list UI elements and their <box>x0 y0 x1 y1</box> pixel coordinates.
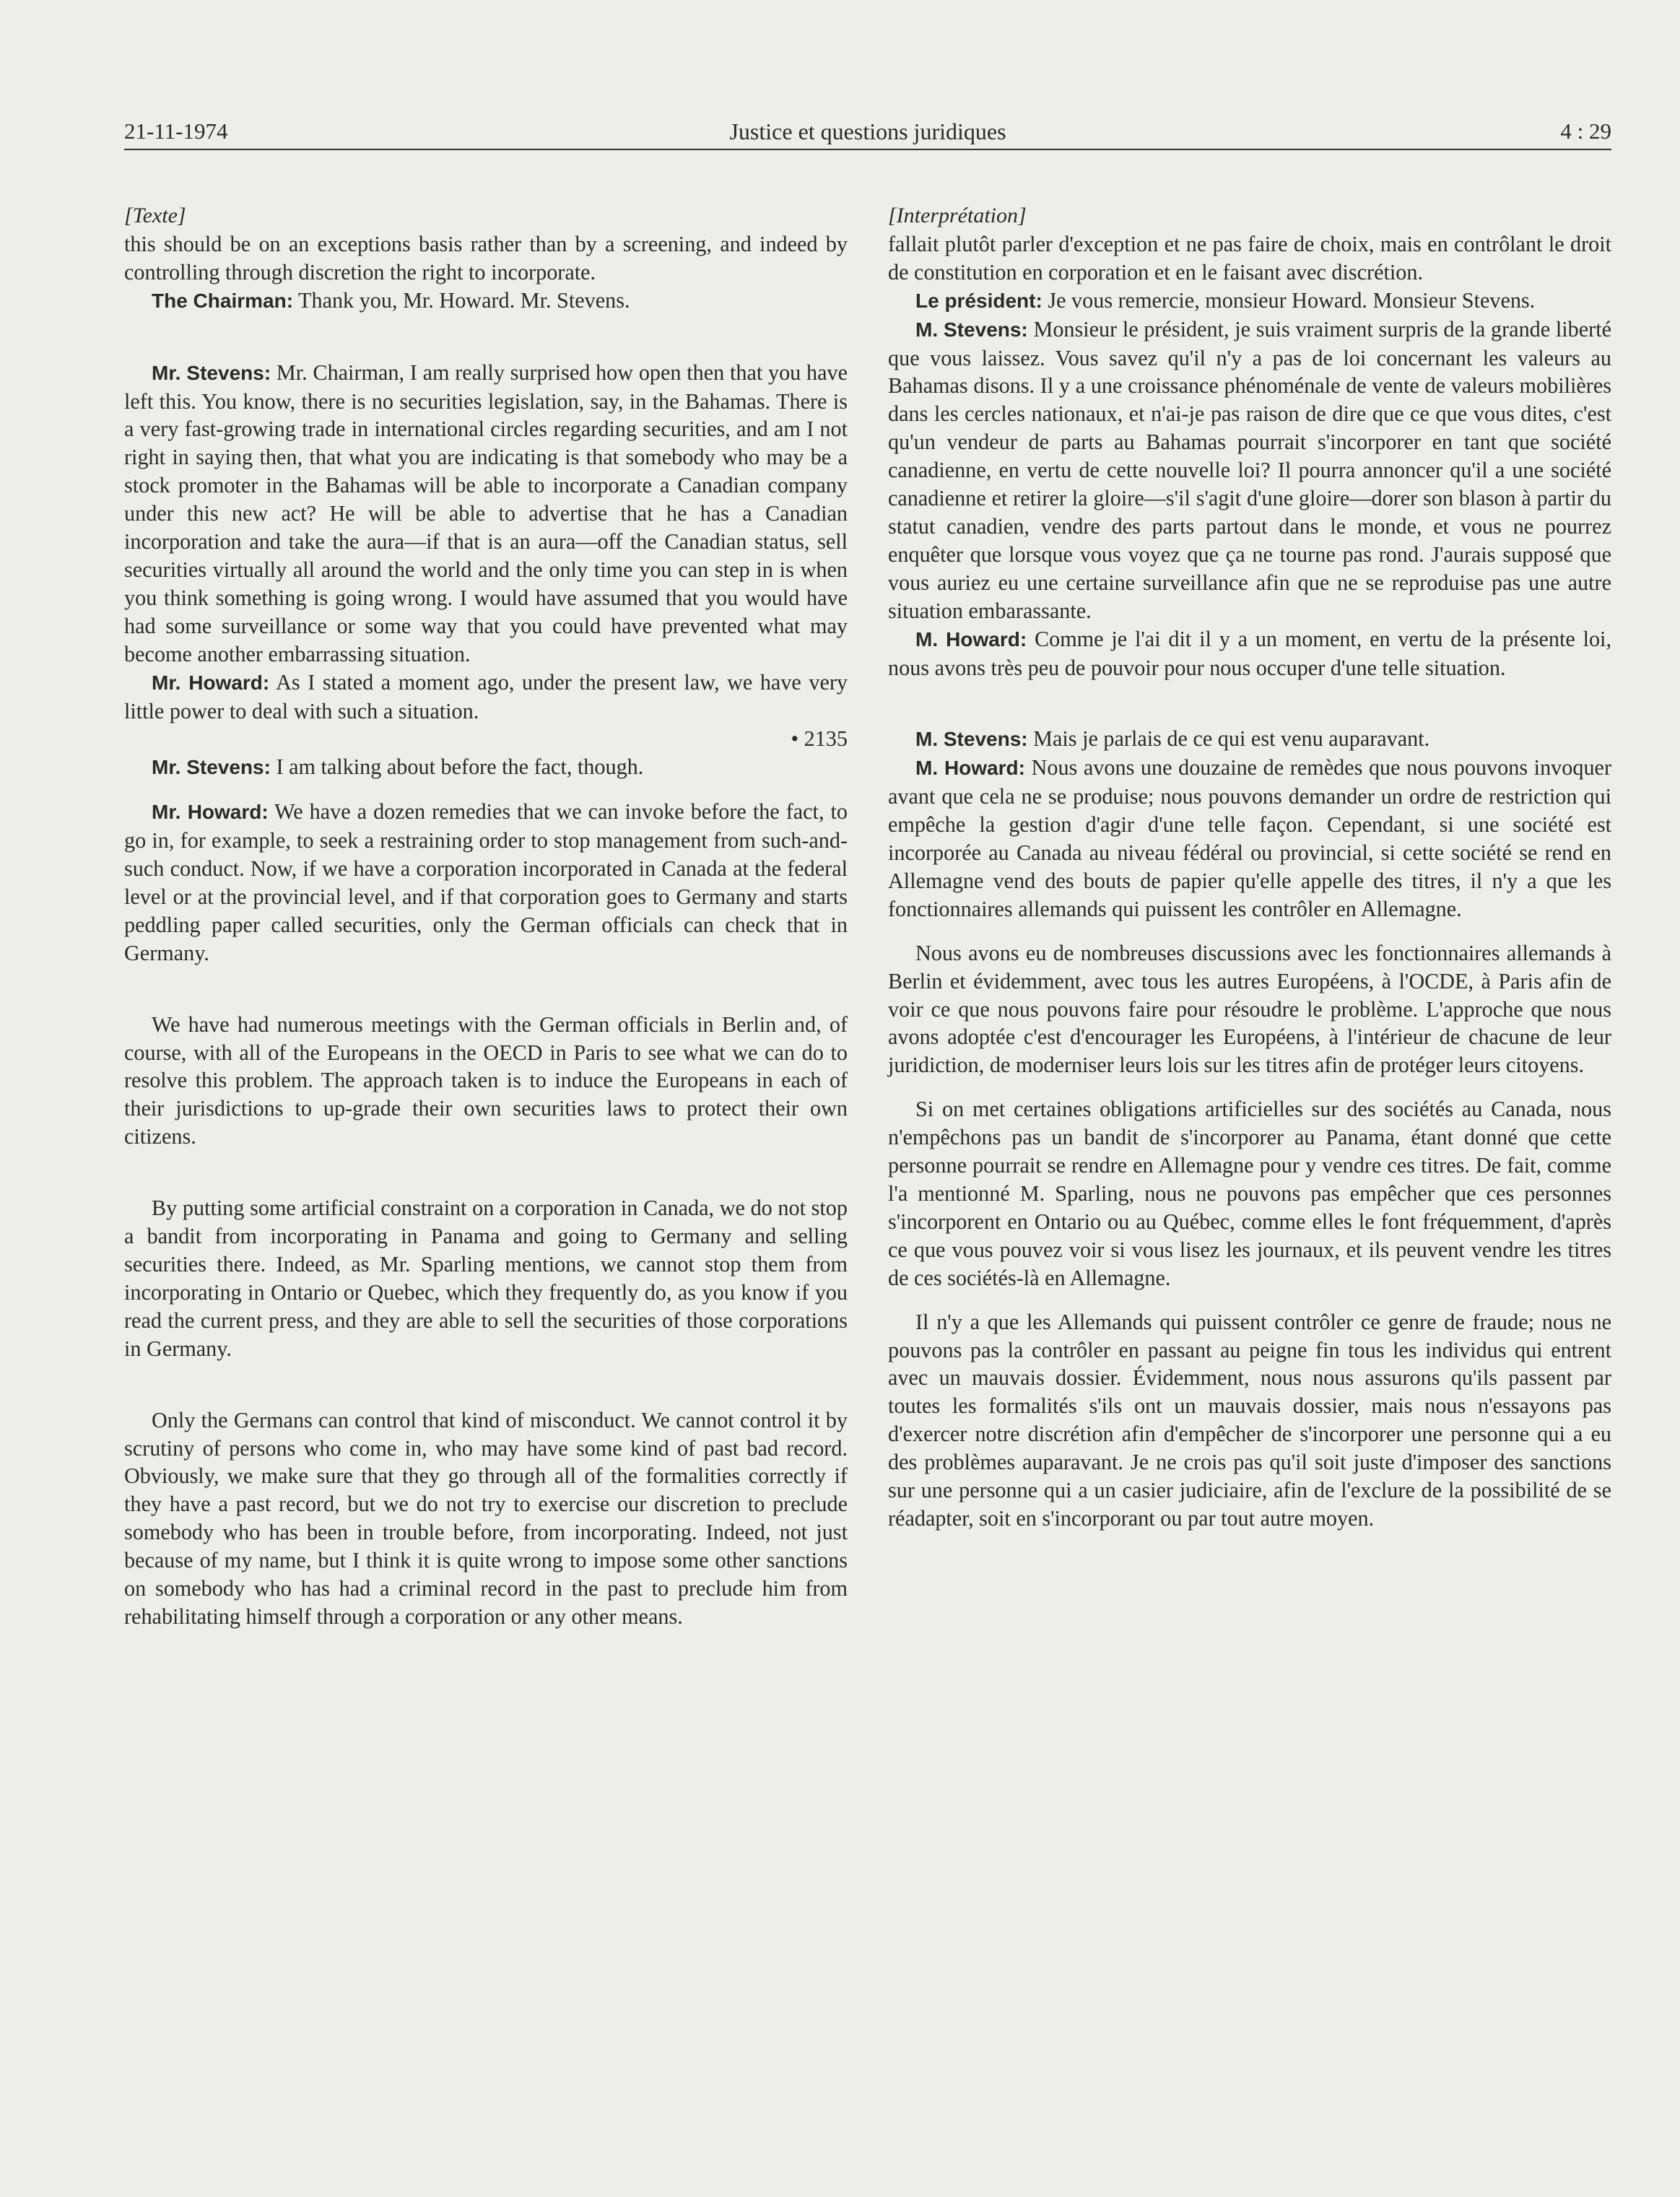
speaker-name: M. Howard: <box>915 627 1027 651</box>
paragraph: Il n'y a que les Allemands qui puissent contrôler ce genre de fraude; nous ne pouvons pas la contrôler en passant au peigne fin tous les individus qui entrent avec un mauvais dossier. Évidemment, nous nous assurons qu'ils passent par toutes les formalités s'ils ont un mauvais dossier, mais nous n'essayons pas d'exercer notre discrétion afin d'empêcher de s'incorporer une personne qui a eu des problèmes auparavant. Je ne crois pas qu'il soit juste d'imposer des sanctions sur une personne qui a un casier judiciaire, afin de l'exclure de la possibilité de se réadapter, soit en s'incorporant ou par tout autre moyen. <box>888 1309 1611 1531</box>
paragraph <box>124 753 848 782</box>
header-title: Justice et questions juridiques <box>729 118 1006 144</box>
speaker-name: Mr. Howard: <box>152 671 270 694</box>
paragraph-text: I am talking about before the fact, though. <box>270 754 644 780</box>
header-date: 21-11-1974 <box>124 118 228 144</box>
paragraph-text: Mr. Chairman, I am really surprised how open then that you have left this. You know, there is no securities legislation, say, in the Bahamas. There is a very fast-growing trade in international circles regarding securities, and am I not right in saying then, that what you are indicating is that somebody who may be a stock promoter in the Bahamas will be able to incorporate a Canadian company under this new act? He will be able to advertise that he has a Canadian incorporation and take the aura—if that is an aura—off the Canadian status, sell securities virtually all around the world and the only time you can step in is when you think something is going wrong. I would have assumed that you would have had some surveillance or some way that you could have prevented what may become another embarrassing situation. <box>124 360 848 666</box>
speaker-name: The Chairman: <box>152 289 294 312</box>
french-column <box>888 202 1611 1533</box>
speaker-name: M. Stevens: <box>915 728 1028 751</box>
speaker-name: Mr. Stevens: <box>152 361 271 384</box>
speaker-name: M. Howard: <box>915 757 1025 780</box>
paragraph-text: Mais je parlais de ce qui est venu auparavant. <box>1027 726 1430 752</box>
paragraph-text: Thank you, Mr. Howard. Mr. Stevens. <box>293 287 630 313</box>
paragraph-text: Monsieur le président, je suis vraiment surpris de la grande liberté que vous laissez. Vous savez qu'il n'y a pas de loi concernant les valeurs au Bahamas disons. Il y a une croissance phénoménale de vente de valeurs mobilières dans les cercles nationaux, et n'ai-je pas raison de dire que ce que vous dites, c'est qu'un vendeur de parts au Bahamas pourrait s'incorporer en tant que société canadienne, en vertu de cette nouvelle loi? Il pourra annoncer qu'il a une société canadienne et retirer la gloire—s'il s'agit d'une gloire—dorer son blason à partir du statut canadien, vendre des parts partout dans le monde, et vous ne pourrez enquêter que lorsque vous voyez que ça ne tourne pas rond. J'aurais supposé que vous auriez eu une certaine surveillance afin que ne se reproduise pas une autre situation embarassante. <box>888 316 1611 623</box>
paragraph <box>888 754 1611 923</box>
paragraph: fallait plutôt parler d'exception et ne pas faire de choix, mais en contrôlant le droit de constitution en corporation et en le faisant avec discrétion. <box>888 231 1611 284</box>
paragraph <box>888 316 1611 625</box>
paragraph <box>888 287 1611 316</box>
paragraph: Nous avons eu de nombreuses discussions avec les fonctionnaires allemands à Berlin et évidemment, avec tous les autres Européens, à l'OCDE, à Paris afin de voir ce que nous pouvons faire pour résoudre le problème. L'approche que nous avons adoptée c'est d'encourager les Européens, à l'intérieur de chacune de leur juridiction, de moderniser leurs lois sur les titres afin de protéger leurs citoyens. <box>888 940 1611 1078</box>
page-header <box>124 118 1611 153</box>
paragraph: By putting some artificial constraint on a corporation in Canada, we do not stop a bandit from incorporating in Panama and going to Germany and selling securities there. Indeed, as Mr. Sparling mentions, we cannot stop them from incorporating in Ontario or Quebec, which they frequently do, as you know if you read the current press, and they are able to sell the securities of those corporations in Germany. <box>124 1196 848 1361</box>
paragraph: Si on met certaines obligations artificielles sur des sociétés au Canada, nous n'empêchons pas un bandit de s'incorporer au Panama, étant donné que cette personne pourrait se rendre en Allemagne pour y vendre ces titres. De fait, comme l'a mentionné M. Sparling, nous ne pouvons pas empêcher que ces personnes s'incorporent en Ontario ou au Québec, comme elles le font fréquemment, d'après ce que vous pouvez voir si vous lisez les journaux, et ils peuvent vendre les titres de ces sociétés-là en Allemagne. <box>888 1097 1611 1290</box>
paragraph <box>888 625 1611 682</box>
paragraph-text: As I stated a moment ago, under the present law, we have very little power to deal with such a situation. <box>124 669 848 723</box>
paragraph-text: Comme je l'ai dit il y a un moment, en vertu de la présente loi, nous avons très peu de pouvoir pour nous occuper d'une telle situation. <box>888 626 1611 680</box>
header-rule <box>124 149 1611 150</box>
speaker-name: Mr. Howard: <box>152 801 269 824</box>
paragraph <box>124 798 848 967</box>
speaker-name: Le président: <box>915 289 1043 312</box>
column-tag: [Texte] <box>124 204 186 227</box>
paragraph: Only the Germans can control that kind of misconduct. We cannot control it by scrutiny of persons who come in, who may have some kind of past bad record. Obviously, we make sure that they go through all of the formalities correctly if they have a past record, but we do not try to exercise our discretion to preclude somebody who has been in trouble before, from incorporating. Indeed, not just because of my name, but I think it is quite wrong to impose some other sanctions on somebody who has had a criminal record in the past to preclude him from rehabilitating himself through a corporation or any other means. <box>124 1407 848 1629</box>
english-column <box>124 202 848 1631</box>
paragraph: We have had numerous meetings with the German officials in Berlin and, of course, with all of the Europeans in the OECD in Paris to see what we can do to resolve this problem. The approach taken is to induce the Europeans in each of their jurisdictions to up-grade their own securities laws to protect their own citizens. <box>124 1012 848 1149</box>
paragraph <box>124 359 848 669</box>
header-page-number: 4 : 29 <box>1560 118 1611 144</box>
paragraph <box>124 287 848 316</box>
paragraph <box>124 669 848 726</box>
speaker-name: Mr. Stevens: <box>152 756 271 779</box>
paragraph-text: We have a dozen remedies that we can invoke before the fact, to go in, for example, to seek a restraining order to stop management from such-and-such conduct. Now, if we have a corporation incorporated in Canada at the federal level or at the provincial level, and if that corporation goes to Germany and starts peddling paper called securities, only the German officials can check that in Germany. <box>124 799 848 965</box>
column-tag: [Interprétation] <box>888 204 1027 227</box>
paragraph-text: Nous avons une douzaine de remèdes que nous pouvons invoquer avant que cela ne se produise; nous pouvons demander un ordre de restriction qui empêche la gestion d'agir d'une telle façon. Cependant, si une société est incorporée au Canada au niveau fédéral ou provincial, si cette société se rend en Allemagne vend des bouts de papier qu'elle appelle des titres, il n'y a que les fonctionnaires allemands qui puissent les contrôler en Allemagne. <box>888 755 1611 921</box>
speaker-name: M. Stevens: <box>915 318 1028 341</box>
time-marker: • 2135 <box>791 726 848 752</box>
paragraph <box>888 725 1611 754</box>
paragraph: this should be on an exceptions basis rather than by a screening, and indeed by controlling through discretion the right to incorporate. <box>124 231 848 284</box>
paragraph-text: Je vous remercie, monsieur Howard. Monsieur Stevens. <box>1042 287 1536 313</box>
